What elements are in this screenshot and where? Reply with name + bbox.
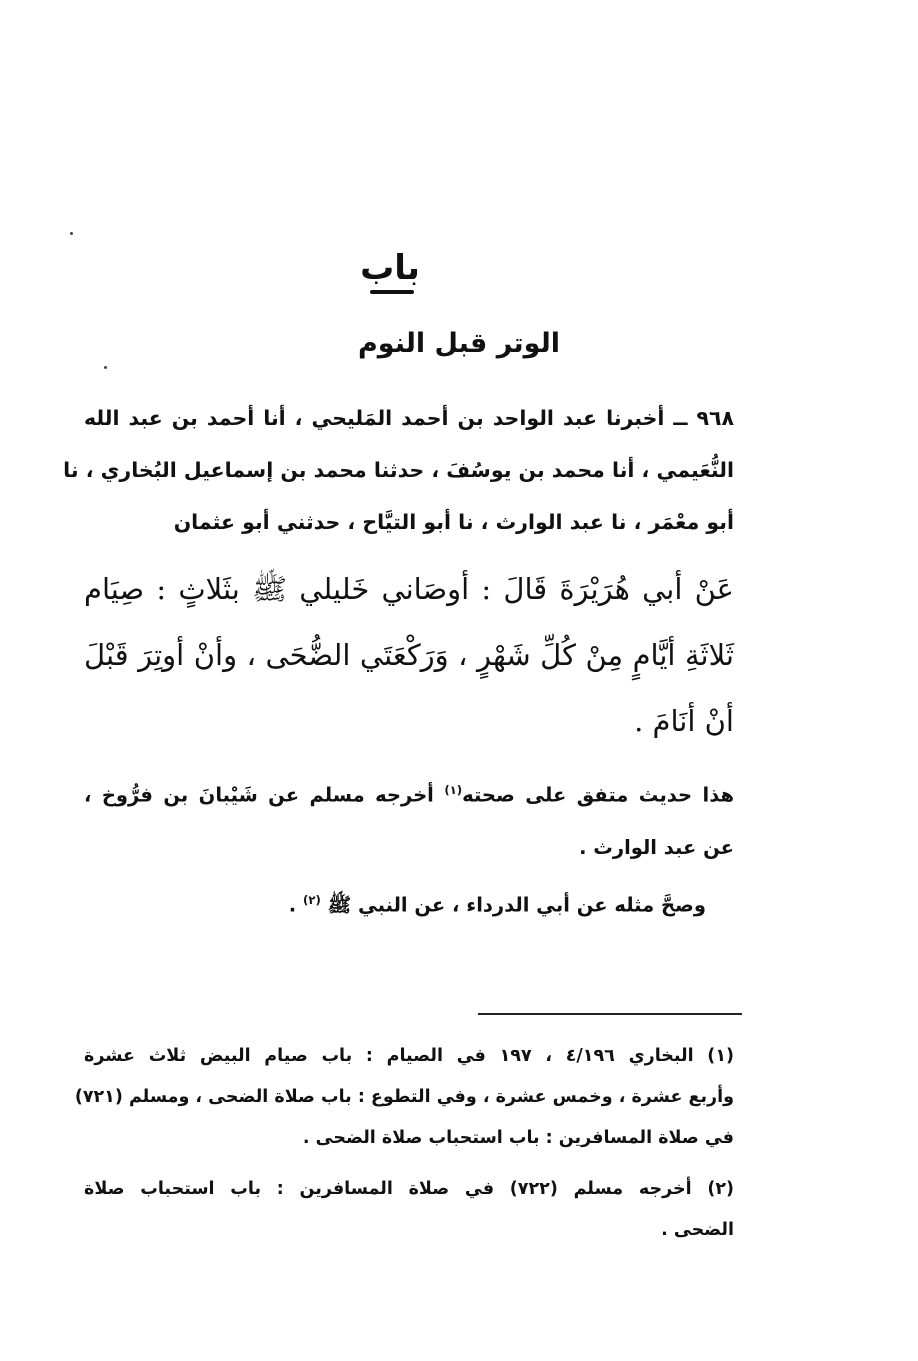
scan-speck [70, 232, 73, 235]
commentary-line [84, 874, 734, 932]
chapter-title: الوتر قبل النوم [358, 328, 560, 359]
commentary-text: وصحَّ مثله عن أبي الدرداء ، عن النبي ﷺ [327, 893, 706, 916]
isnad-line: ٩٦٨ ــ أخبرنا عبد الواحد بن أحمد المَليحي ، أنا أحمد بن عبد الله [84, 406, 734, 430]
commentary-text: . [288, 893, 297, 916]
matn-line: عَنْ أبي هُرَيْرَةَ قَالَ : أوصَاني خَليلي ﷺ بثَلاثٍ : صِيَام [84, 572, 734, 606]
commentary-text: هذا حديث متفق على صحته [462, 783, 734, 807]
footnote-marker-2[interactable]: (٢) [302, 892, 321, 907]
footnote-line: في صلاة المسافرين : باب استحباب صلاة الضحى . [302, 1128, 734, 1148]
footnote-separator [478, 1013, 742, 1015]
matn-line: أنْ أنَامَ . [634, 704, 734, 738]
scan-speck [104, 366, 107, 369]
commentary-line [84, 764, 734, 822]
hadith-isnad [63, 392, 734, 548]
footnote-1 [74, 1036, 734, 1159]
chapter-heading: باب [360, 248, 420, 288]
footnote-line: (٢) أخرجه مسلم (٧٢٢) في صلاة المسافرين : باب استحباب صلاة [84, 1179, 735, 1199]
isnad-line: أبو معْمَر ، نا عبد الوارث ، نا أبو التيَّاح ، حدثني أبو عثمان [173, 510, 734, 534]
footnote-line: الضحى . [661, 1220, 734, 1240]
isnad-line: النُّعَيمي ، أنا محمد بن يوسُفَ ، حدثنا محمد بن إسماعيل البُخاري ، نا [63, 458, 734, 482]
chapter-heading-rule [370, 290, 414, 294]
footnote-line: وأربع عشرة ، وخمس عشرة ، وفي التطوع : باب صلاة الضحى ، ومسلم (٧٢١) [74, 1087, 734, 1107]
commentary-text: أخرجه مسلم عن شَيْبانَ بن فرُّوخ ، [84, 783, 434, 807]
footnote-marker-1[interactable]: (١) [444, 783, 463, 797]
footnote-2 [84, 1169, 734, 1251]
hadith-matn [84, 556, 734, 754]
commentary [84, 764, 734, 931]
commentary-line: عن عبد الوارث . [579, 835, 734, 859]
footnote-line: (١) البخاري ٤/١٩٦ ، ١٩٧ في الصيام : باب صيام البيض ثلاث عشرة [84, 1046, 734, 1066]
matn-line: ثَلاثَةِ أيَّامٍ مِنْ كُلِّ شَهْرٍ ، وَرَكْعَتَي الضُّحَى ، وأنْ أوتِرَ قَبْلَ [84, 638, 734, 672]
footnotes [74, 1036, 735, 1261]
